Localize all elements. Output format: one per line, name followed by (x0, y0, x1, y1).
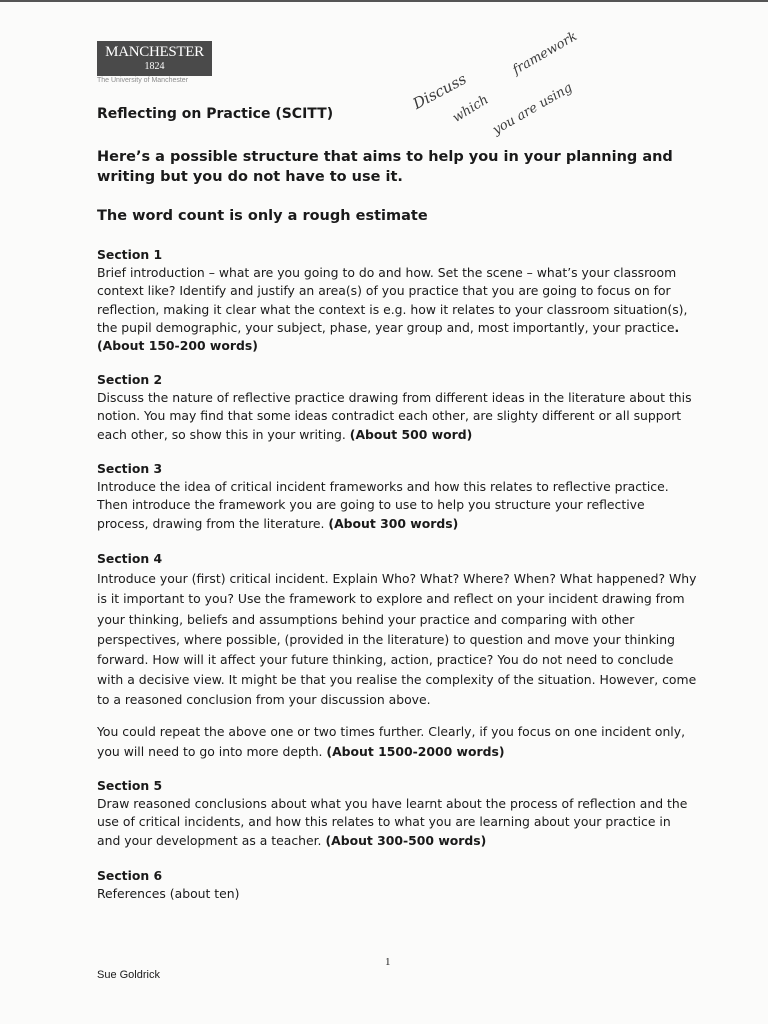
section-text: Introduce your (first) critical incident. Explain Who? What? Where? When? What happened? Why is it important to you? Use the framework to explore and reflect on your incident drawing from your thinking, beliefs and assumptions behind your practice and comparing with other perspectives, where possible, (provided in the literature) to question and move your thinking forward. How will it affect your future thinking, action, practice? You do not need to conclude with a decisive view. It might be that you realise the complexity of the situation. However, come to a reasoned conclusion from your discussion above. (97, 571, 697, 708)
section-heading: Section 3 (97, 461, 163, 476)
section-text: Draw reasoned conclusions about what you have learnt about the process of reflection and the use of critical incidents, and how this relates to what you are learning about your practice in and your development as a teacher. (97, 796, 688, 848)
section-text: Introduce the idea of critical incident frameworks and how this relates to reflective practice. Then introduce the framework you are going to use to help you structure your reflective process, drawing from the literature. (97, 479, 669, 531)
section-heading: Section 1 (97, 247, 163, 262)
document-title: Reflecting on Practice (SCITT) (97, 106, 334, 122)
section-body (97, 795, 697, 850)
section-5 (97, 777, 697, 850)
author-name: Sue Goldrick (97, 969, 160, 981)
university-logo (97, 41, 212, 76)
section-word-count: . (About 150-200 words) (97, 319, 680, 354)
section-heading: Section 2 (97, 372, 163, 387)
intro-heading: Here’s a possible structure that aims to help you in your planning and writing but you do not have to use it. (97, 149, 673, 185)
section-2 (97, 371, 697, 444)
repeat-text: You could repeat the above one or two times further. Clearly, if you focus on one incident only, you will need to go into more depth. (97, 724, 686, 759)
repeat-word-count: (About 1500-2000 words) (326, 744, 505, 759)
handwriting-line-4: you are using (490, 80, 576, 138)
section-heading: Section 4 (97, 551, 163, 566)
section-4 (97, 549, 697, 711)
repeat-paragraph (97, 722, 697, 762)
section-heading: Section 5 (97, 778, 163, 793)
scan-edge-line (0, 0, 768, 2)
handwriting-line-3: framework (510, 29, 580, 78)
section-body (97, 885, 697, 903)
handwritten-annotation (410, 20, 620, 140)
section-body (97, 389, 697, 444)
page-number: 1 (385, 956, 391, 968)
section-word-count: (About 500 word) (349, 426, 473, 442)
logo-name: MANCHESTER (105, 44, 204, 60)
word-count-note: The word count is only a rough estimate (97, 208, 428, 224)
section-body (97, 478, 697, 533)
logo-year: 1824 (144, 61, 165, 72)
section-1 (97, 246, 697, 355)
logo-subtitle: The University of Manchester (97, 77, 189, 84)
section-3 (97, 460, 697, 533)
section-word-count: (About 300 words) (328, 515, 459, 531)
section-body (97, 569, 697, 710)
section-text: Brief introduction – what are you going to do and how. Set the scene – what’s your classroom context like? Identify and justify an area(s) of you practice that you are going to focus on for reflection, making it clear what the context is e.g. how it relates to your classroom situation(s), the pupil demographic, your subject, phase, year group and, most importantly, your practice (97, 265, 688, 335)
section-heading: Section 6 (97, 868, 163, 883)
section-6 (97, 867, 697, 903)
section-text: References (about ten) (97, 886, 240, 902)
handwriting-line-2: which (450, 92, 492, 126)
handwriting-line-1: Discuss (409, 69, 470, 113)
section-body (97, 264, 697, 355)
section-text: Discuss the nature of reflective practice drawing from different ideas in the literature about this notion. You may find that some ideas contradict each other, are slighty different or all support each other, so show this in your writing. (97, 390, 692, 442)
section-word-count: (About 300-500 words) (325, 832, 487, 848)
